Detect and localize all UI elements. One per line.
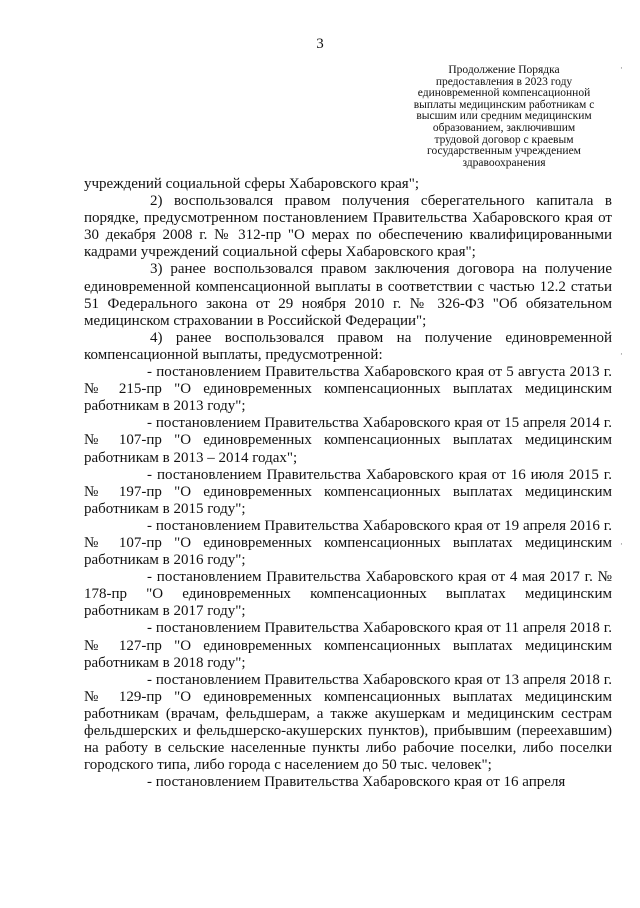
list-item-resolution-2013: - постановлением Правительства Хабаровского края от 5 августа 2013 г. № 215-пр "О единовременных компенсационных выплатах медицинским работникам в 2013 году"; — [84, 364, 612, 415]
scan-mark: · — [620, 350, 623, 360]
list-item-resolution-2014: - постановлением Правительства Хабаровского края от 15 апреля 2014 г. № 107-пр "О единовременных компенсационных выплатах медицинским работникам в 2013 – 2014 годах"; — [84, 415, 612, 466]
scan-mark: · — [620, 64, 623, 74]
header-line: образованием, заключившим — [432, 121, 576, 134]
list-item-resolution-2016: - постановлением Правительства Хабаровского края от 19 апреля 2016 г. № 107-пр "О единовременных компенсационных выплатах медицинским работникам в 2016 году"; — [84, 517, 612, 569]
header-line: высшим или средним медицинским — [416, 110, 592, 123]
list-item-resolution-continued: - постановлением Правительства Хабаровского края от 16 апреля — [147, 774, 566, 791]
paragraph-item-2: 2) воспользовался правом получения сберегательного капитала в порядке, предусмотренном постановлением Правительства Хабаровского края от 30 декабря 2008 г. № 312-пр "О мерах по обеспечению квалифицированными кадрами учреждений социальной сферы Хабаровского края"; — [84, 193, 612, 261]
list-item-resolution-2018-129: - постановлением Правительства Хабаровского края от 13 апреля 2018 г. № 129-пр "О единовременных компенсационных выплатах медицинским работникам (врачам, фельдшерам, а также акушеркам и медицинским сестрам фельдшерских и фельдшерско-акушерских пунктов), прибывшим (переехавшим) на работу в сельские населенные пункты либо рабочие поселки, либо поселки городского типа, либо города с населением до 50 тыс. человек"; — [84, 671, 612, 774]
header-line: выплаты медицинским работникам с — [413, 98, 595, 111]
header-line: государственным учреждением — [427, 145, 581, 158]
scan-mark: · — [620, 540, 623, 550]
paragraph: учреждений социальной сферы Хабаровского края"; — [84, 176, 419, 192]
list-item-resolution-2017: - постановлением Правительства Хабаровского края от 4 мая 2017 г. № 178-пр "О единовременных компенсационных выплатах медицинским работникам в 2017 году"; — [84, 569, 612, 620]
header-line: единовременной компенсационной — [417, 87, 591, 100]
header-line: Продолжение Порядка — [448, 64, 560, 76]
page-number: 3 — [316, 36, 324, 52]
header-line: трудовой договор с краевым — [434, 133, 574, 146]
paragraph-item-4: 4) ранее воспользовался правом на получение единовременной компенсационной выплаты, предусмотренной: — [84, 329, 612, 363]
list-item-resolution-2015: - постановлением Правительства Хабаровского края от 16 июля 2015 г. № 197-пр "О единовременных компенсационных выплатах медицинским работникам в 2015 году"; — [84, 466, 612, 517]
paragraph-item-3: 3) ранее воспользовался правом заключения договора на получение единовременной компенсационной выплаты в соответствии с частью 12.2 статьи 51 Федерального закона от 29 ноября 2010 г. № 326-ФЗ "Об обязательном медицинском страховании в Российской Федерации"; — [84, 261, 612, 329]
header-line: здравоохранения — [462, 156, 546, 169]
list-item-resolution-2018-127: - постановлением Правительства Хабаровского края от 11 апреля 2018 г. № 127-пр "О единовременных компенсационных выплатах медицинским работникам в 2018 году"; — [84, 620, 612, 671]
document-header-continuation — [380, 65, 628, 169]
header-line: предоставления в 2023 году — [435, 75, 573, 88]
document-body — [84, 176, 612, 791]
